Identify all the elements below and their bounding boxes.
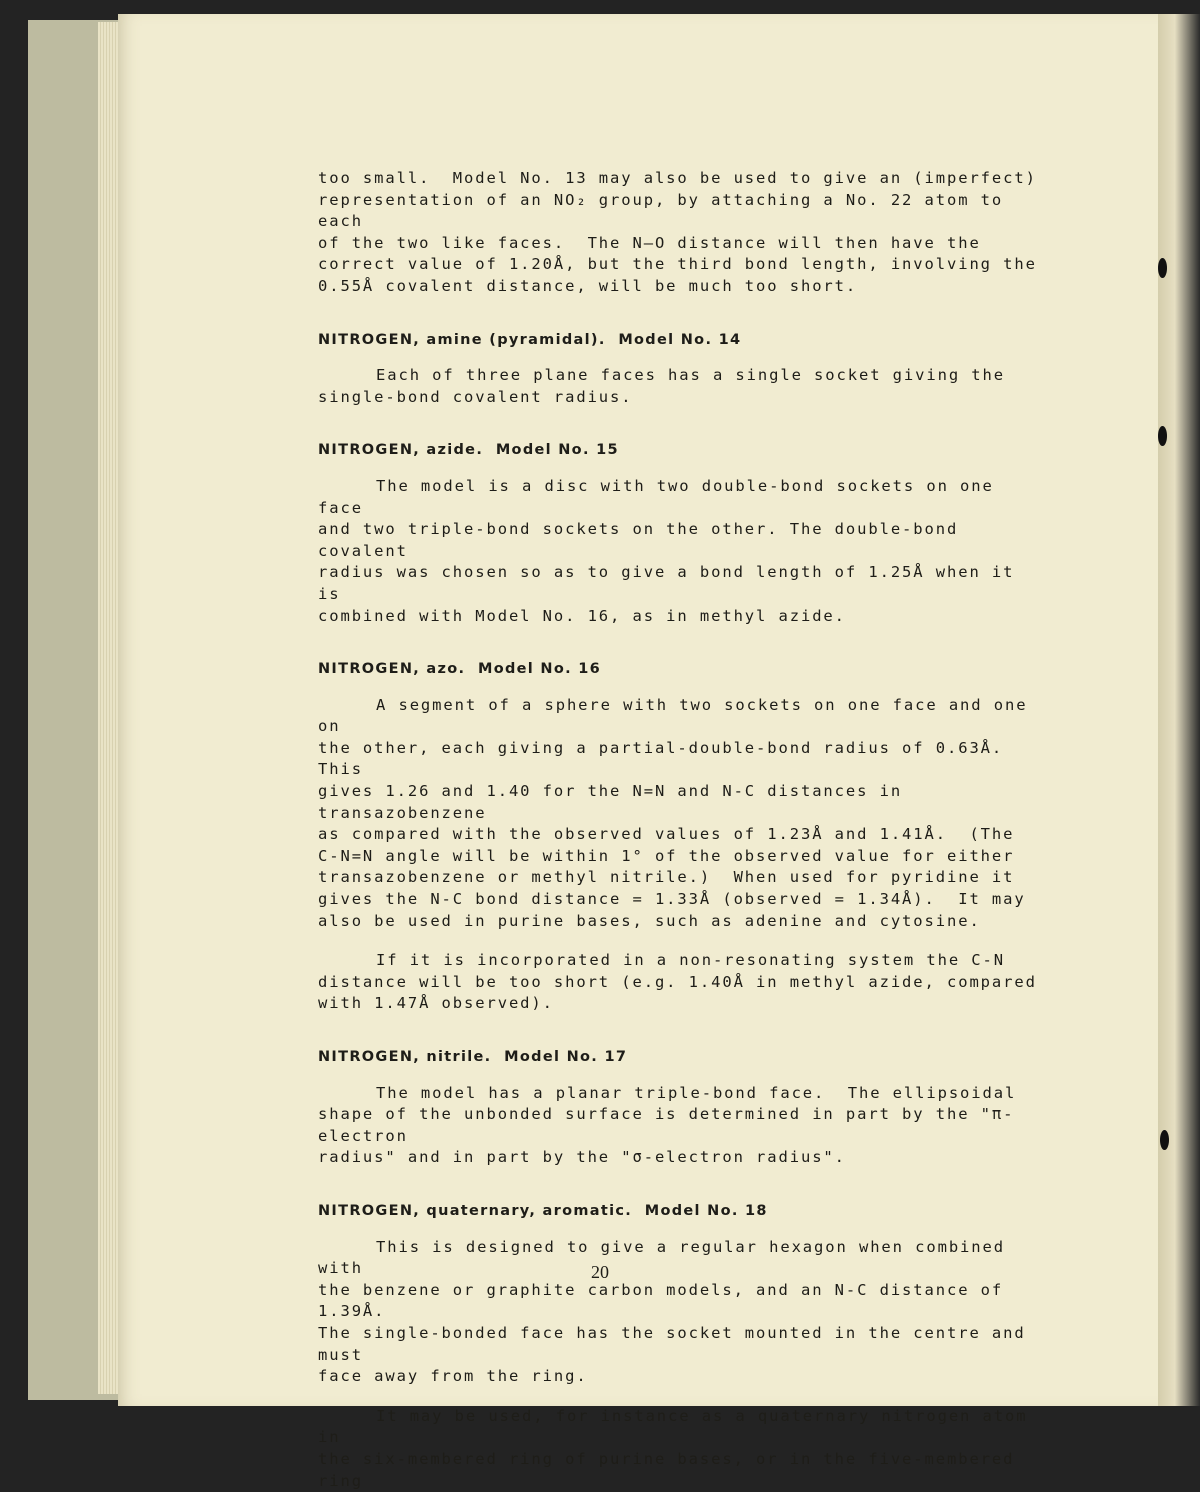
body-line: and two triple-bond sockets on the other. The double-bond covalent [318,520,970,560]
page-number: 20 [591,1262,609,1282]
body-line: The model is a disc with two double-bond sockets on one face [318,476,1005,517]
body-line: single-bond covalent radius. [318,387,633,406]
body-line: too small. Model No. 13 may also be used to give an (imperfect) [318,169,1037,187]
body-line: as compared with the observed values of 1.23Å and 1.41Å. (The [318,825,1015,844]
body-line: 0.55Å covalent distance, will be much too short. [318,276,858,295]
body-line: the six-membered ring of purine bases, or in the five-membered ring [318,1449,1026,1490]
body-line: radius" and in part by the "σ-electron radius". [318,1148,846,1167]
body-line: This is designed to give a regular hexagon when combined with [318,1237,1017,1278]
section-heading-model-14: NITROGEN, amine (pyramidal). Model No. 14 [318,331,742,348]
body-line: A segment of a sphere with two sockets on one face and one on [318,695,1039,736]
body-line: If it is incorporated in a non-resonating system the C-N [376,951,1005,970]
body-line: radius was chosen so as to give a bond length of 1.25Å when it is [318,563,1026,603]
punch-hole [1158,426,1167,446]
body-line: the benzene or graphite carbon models, and an N-C distance of 1.39Å. [318,1280,1015,1321]
body-line: transazobenzene or methyl nitrile.) When used for pyridine it [318,868,1015,887]
body-line: face away from the ring. [318,1367,588,1386]
body-line: Each of three plane faces has a single socket giving the [376,366,1005,385]
body-line: correct value of 1.20Å, but the third bond length, involving the [318,255,1037,274]
section-heading-model-18: NITROGEN, quaternary, aromatic. Model No. 18 [318,1202,768,1219]
page-content [318,168,1040,1492]
section-heading-model-17: NITROGEN, nitrile. Model No. 17 [318,1049,628,1065]
body-line: the other, each giving a partial-double-bond radius of 0.63Å. This [318,738,1015,779]
body-line: of the two like faces. The N—O distance will then have the [318,233,981,252]
punch-hole [1158,258,1167,278]
body-line: gives the N-C bond distance = 1.33Å (observed = 1.34Å). It may [318,890,1026,909]
body-line: also be used in purine bases, such as adenine and cytosine. [318,911,981,930]
body-line: The model has a planar triple-bond face. The ellipsoidal [376,1083,1017,1102]
body-line: shape of the unbonded surface is determined in part by the "π-electron [318,1105,1015,1145]
body-line: representation of an NO₂ group, by attaching a No. 22 atom to each [318,190,1015,231]
body-line: C-N=N angle will be within 1° of the observed value for either [318,846,1015,865]
body-line: The single-bonded face has the socket mounted in the centre and must [318,1323,1037,1364]
section-heading-model-16: NITROGEN, azo. Model No. 16 [318,661,602,678]
body-line: combined with Model No. 16, as in methyl azide. [318,606,846,625]
body-line: gives 1.26 and 1.40 for the N=N and N-C distances in transazobenzene [318,782,914,822]
punch-hole [1160,1130,1169,1150]
section-heading-model-15: NITROGEN, azide. Model No. 15 [318,442,619,459]
body-line: with 1.47Å observed). [318,994,554,1013]
page-right-edge [1158,14,1200,1406]
body-line: It may be used, for instance as a quaternary nitrogen atom in [318,1406,1039,1447]
body-line: distance will be too short (e.g. 1.40Å in methyl azide, compared [318,972,1037,991]
